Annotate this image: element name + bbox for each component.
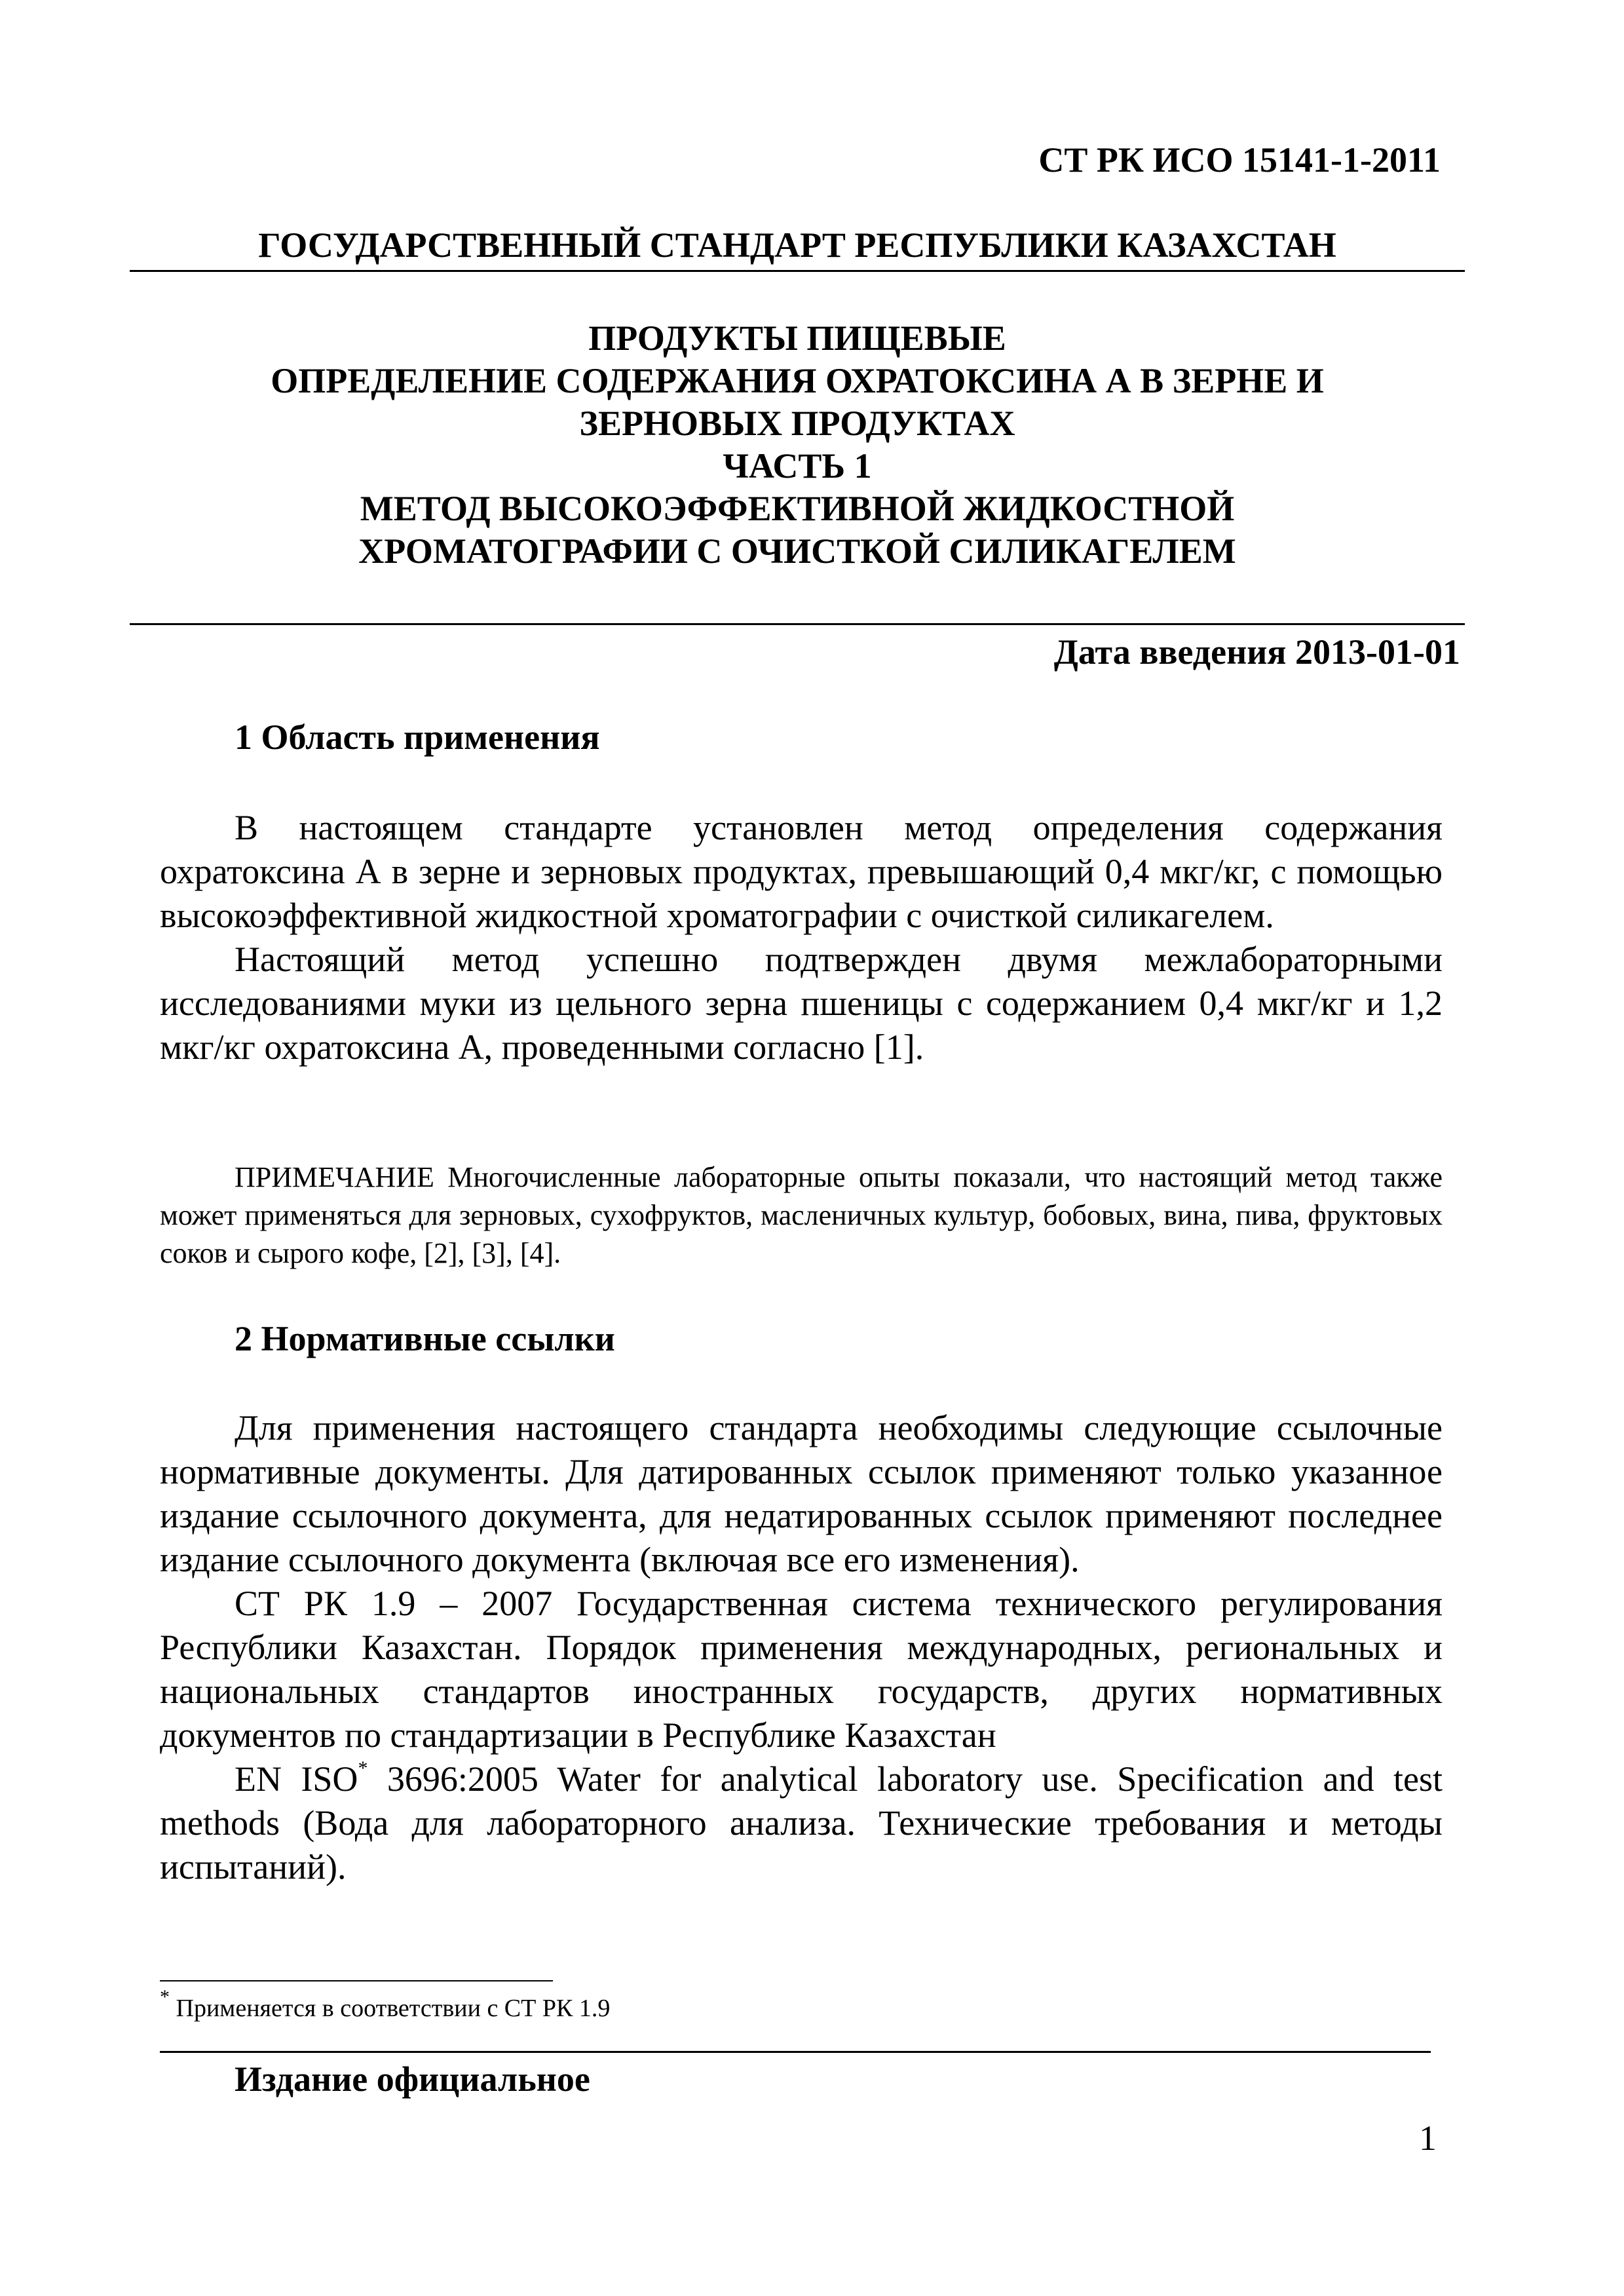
introduction-date: Дата введения 2013-01-01 [1053,632,1460,672]
note-text: Многочисленные лабораторные опыты показали, что настоящий метод также может применяться для зерновых, сухофруктов, масленичных культур, бобовых, вина, пива, фруктовых соков и сырого кофе, [2], [3], [4]. [160,1161,1443,1269]
section-1-paragraph-1: В настоящем стандарте установлен метод определения содержания охратоксина А в зерне и зерновых продуктах, превышающий 0,4 мкг/кг, с помощью высокоэффективной жидкостной хроматографии с очисткой силикагелем. [160,808,1443,935]
section-2-paragraph-1: Для применения настоящего стандарта необходимы следующие ссылочные нормативные документы. Для датированных ссылок применяют только указанное издание ссылочного документа, для недатированных ссылок применяют последнее издание ссылочного документа (включая все его изменения). [160,1408,1443,1579]
title-line-2: ОПРЕДЕЛЕНИЕ СОДЕРЖАНИЯ ОХРАТОКСИНА А В ЗЕРНЕ И [271,361,1324,400]
note-label: ПРИМЕЧАНИЕ [235,1161,434,1193]
official-edition-label: Издание официальное [235,2059,590,2099]
footnote-text: Применяется в соответствии с СТ РК 1.9 [170,1995,611,2022]
section-2-paragraph-2: СТ РК 1.9 – 2007 Государственная система технического регулирования Республики Казахстан. Порядок применения международных, региональных и национальных стандартов иностранных государств, других нормативных документов по стандартизации в Республике Казахстан [160,1584,1443,1755]
reference-text: 3696:2005 Water for analytical laboratory use. Specification and test methods (Вода для лабораторного анализа. Технические требования и методы испытаний). [160,1759,1443,1886]
document-title [130,317,1465,573]
note [160,1158,1443,1272]
section-2-paragraph-3 [160,1757,1443,1889]
footnote-mark: * [160,1986,170,2008]
footnote-rule [160,1980,553,1981]
section-1-body [160,806,1443,1069]
reference-code: EN ISO [235,1759,358,1799]
title-line-3: ЗЕРНОВЫХ ПРОДУКТАХ [579,404,1015,443]
section-1-heading: 1 Область применения [235,718,600,757]
footnote [160,1986,611,2025]
title-line-5: МЕТОД ВЫСОКОЭФФЕКТИВНОЙ ЖИДКОСТНОЙ [360,489,1235,528]
section-2-body [160,1406,1443,1889]
footer-rule [160,2051,1431,2053]
title-line-6: ХРОМАТОГРАФИИ С ОЧИСТКОЙ СИЛИКАГЕЛЕМ [358,531,1236,571]
title-line-4: ЧАСТЬ 1 [723,446,872,486]
section-2-heading: 2 Нормативные ссылки [235,1319,615,1358]
footnote-reference: * [358,1757,368,1779]
header-rule [130,270,1465,272]
document-code: СТ РК ИСО 15141-1-2011 [1038,140,1441,180]
page-number: 1 [1419,2118,1437,2158]
title-line-1: ПРОДУКТЫ ПИЩЕВЫЕ [588,318,1006,358]
title-rule [130,623,1465,625]
section-1-paragraph-2: Настоящий метод успешно подтвержден двумя межлабораторными исследованиями муки из цельного зерна пшеницы с содержанием 0,4 мкг/кг и 1,2 мкг/кг охратоксина А, проведенными согласно [1]. [160,940,1443,1067]
state-standard-heading: ГОСУДАРСТВЕННЫЙ СТАНДАРТ РЕСПУБЛИКИ КАЗАХСТАН [258,225,1336,265]
